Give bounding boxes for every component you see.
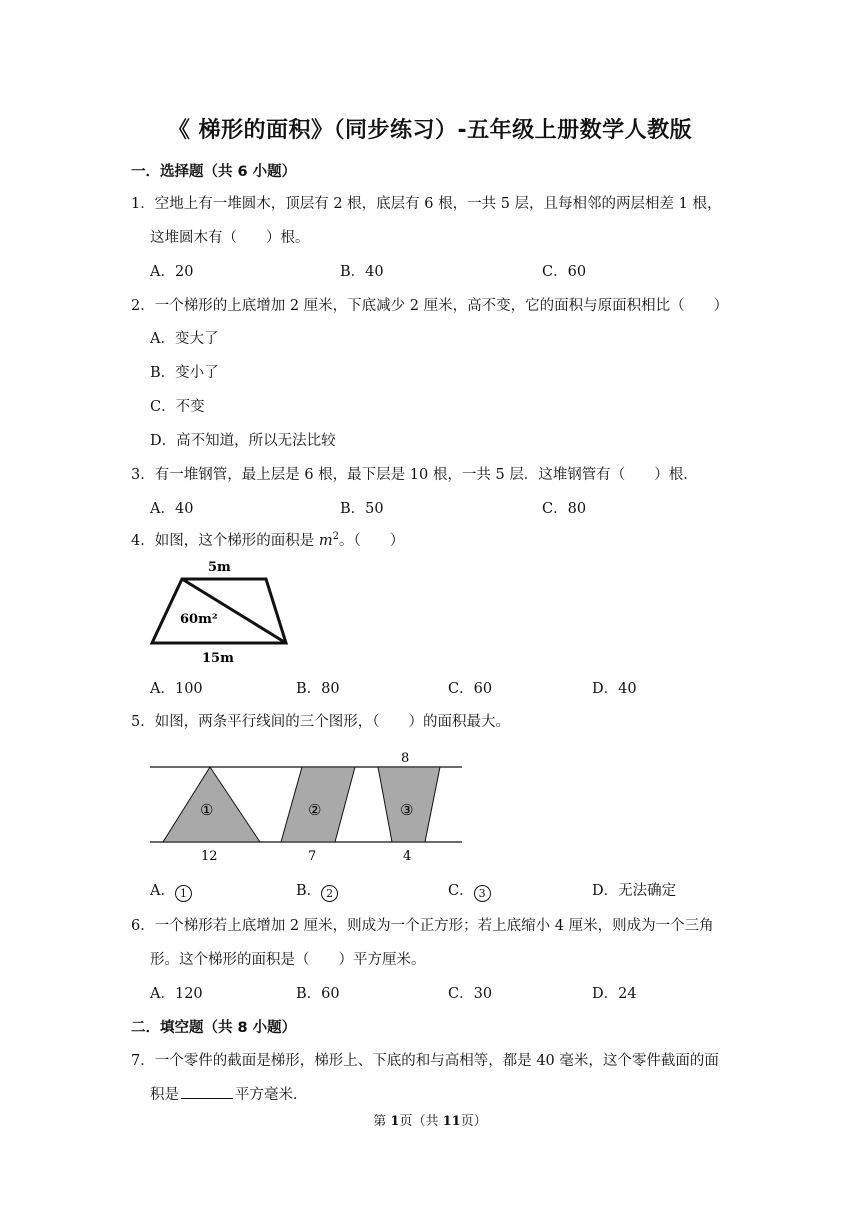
option-c-prefix: C．	[448, 883, 474, 899]
question-4-option-c[interactable]: C．60	[448, 681, 493, 697]
question-6-option-b[interactable]: B．60	[296, 986, 340, 1002]
trapezoid-top-label: 5m	[208, 560, 231, 575]
question-6-text: 6．一个梯形若上底增加 2 厘米，则成为一个正方形；若上底缩小 4 厘米，则成为一个三角	[131, 918, 714, 934]
question-2-option-a[interactable]: A．变大了	[150, 331, 219, 347]
parallel-lines-figure	[148, 745, 468, 870]
page-footer	[0, 1110, 860, 1129]
question-6-option-a[interactable]: A．120	[150, 986, 203, 1002]
page-title: 《 梯形的面积》（同步练习）-五年级上册数学人教版	[167, 118, 693, 143]
shape-3-base-label: 4	[403, 849, 412, 864]
footer-total-pages: 11	[442, 1114, 461, 1129]
triangle-area-label: 60m²	[180, 612, 218, 627]
question-5-option-c[interactable]	[448, 879, 491, 902]
answer-blank[interactable]	[181, 1084, 233, 1099]
question-4-option-d[interactable]: D．40	[592, 681, 637, 697]
question-3-option-a[interactable]: A．40	[150, 501, 194, 517]
question-7-text: 7．一个零件的截面是梯形，梯形上、下底的和与高相等，都是 40 毫米，这个零件截面的面	[131, 1053, 719, 1069]
question-7-pre: 积是	[150, 1087, 179, 1103]
shape-1-mark: ①	[200, 801, 214, 819]
question-4-text-post: 。（ ）	[338, 533, 405, 549]
footer-mid: 页（共	[399, 1114, 443, 1129]
shape-2-base-label: 7	[308, 849, 317, 864]
shape-3-top-label: 8	[401, 751, 410, 766]
question-4-option-a[interactable]: A．100	[150, 681, 203, 697]
question-4-text	[131, 529, 404, 550]
question-7-text-cont	[150, 1083, 308, 1104]
question-5-option-d[interactable]: D．无法确定	[592, 883, 677, 899]
question-1-option-a[interactable]: A．20	[150, 264, 194, 280]
shape-2-mark: ②	[308, 801, 322, 819]
shape-3-mark: ③	[400, 801, 414, 819]
circled-one-mark: 1	[175, 885, 192, 902]
footer-pre: 第	[373, 1114, 391, 1129]
question-5-option-a[interactable]	[150, 879, 192, 902]
question-5-option-b[interactable]	[296, 879, 338, 902]
question-4-text-pre: 4．如图，这个梯形的面积是	[131, 533, 315, 549]
question-3-option-c[interactable]: C．80	[542, 501, 587, 517]
question-6-text-cont: 形。这个梯形的面积是（ ）平方厘米。	[150, 952, 426, 968]
section-fill-heading: 二．填空题（共 8 小题）	[131, 1020, 297, 1036]
question-6-option-c[interactable]: C．30	[448, 986, 493, 1002]
question-1-text: 1．空地上有一堆圆木，顶层有 2 根，底层有 6 根，一共 5 层，且每相邻的两层相差 1 根，	[131, 196, 722, 212]
question-4-option-b[interactable]: B．80	[296, 681, 340, 697]
option-a-prefix: A．	[150, 883, 175, 899]
section-choice-heading: 一．选择题（共 6 小题）	[131, 164, 297, 180]
question-1-option-b[interactable]: B．40	[340, 264, 384, 280]
question-3-option-b[interactable]: B．50	[340, 501, 384, 517]
question-4-unit: m	[318, 533, 333, 549]
trapezoid-outline	[152, 579, 286, 643]
question-7-post: 平方毫米．	[235, 1087, 308, 1103]
question-1-option-c[interactable]: C．60	[542, 264, 587, 280]
circled-three-mark: 3	[474, 885, 491, 902]
shape-1-base-label: 12	[201, 849, 218, 864]
question-1-text-cont: 这堆圆木有（ ）根。	[150, 230, 310, 246]
question-2-option-b[interactable]: B．变小了	[150, 365, 219, 381]
question-2-text: 2．一个梯形的上底增加 2 厘米，下底减少 2 厘米，高不变，它的面积与原面积相比（ ）	[131, 298, 729, 314]
option-b-prefix: B．	[296, 883, 322, 899]
question-5-text: 5．如图，两条平行线间的三个图形，（ ）的面积最大。	[131, 714, 510, 730]
circled-two-mark: 2	[321, 885, 338, 902]
question-6-option-d[interactable]: D．24	[592, 986, 637, 1002]
trapezoid-bottom-label: 15m	[202, 651, 234, 666]
question-2-option-c[interactable]: C．不变	[150, 399, 205, 415]
question-4-unit-exp: 2	[332, 531, 339, 543]
trapezoid-figure	[148, 555, 298, 670]
footer-post: 页）	[460, 1114, 487, 1129]
footer-page-number: 1	[390, 1114, 400, 1129]
question-2-option-d[interactable]: D．高不知道，所以无法比较	[150, 433, 336, 449]
question-3-text: 3．有一堆钢管，最上层是 6 根，最下层是 10 根，一共 5 层．这堆钢管有（ ）根．	[131, 467, 698, 483]
